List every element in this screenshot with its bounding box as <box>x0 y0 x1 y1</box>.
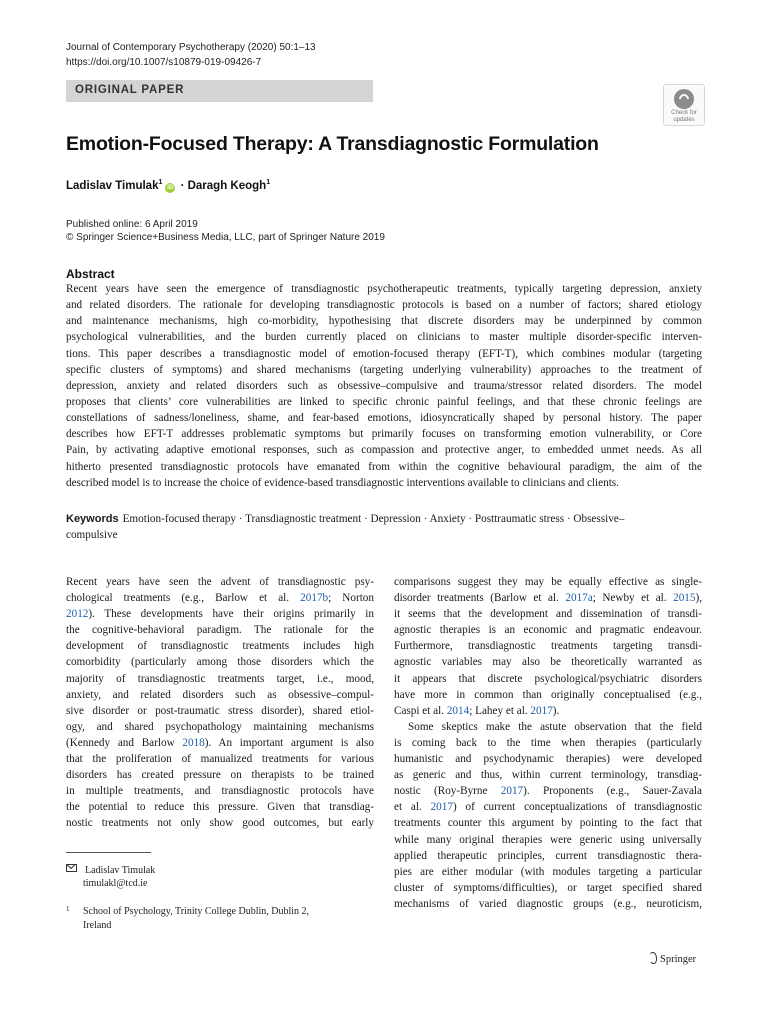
corresponding-author-note <box>66 864 155 890</box>
affiliation-marker: 1 <box>266 179 271 186</box>
body-line: development of transdiagnostic treatments includes high <box>66 640 374 653</box>
abstract-line: Recent years have seen the emergence of transdiagnostic psychotherapeutic treatments, typically targeting depression, anxiety <box>66 283 702 295</box>
keywords-list-continued: compulsive <box>66 529 118 541</box>
contact-name: Ladislav Timulak <box>85 865 156 876</box>
body-line: while many original therapies were generic using universally <box>394 833 702 846</box>
affiliation-marker: 1 <box>158 179 163 186</box>
author-separator: · <box>177 179 188 192</box>
body-line: anxiety, and related disorders such as obsessive–compul- <box>66 688 374 701</box>
abstract-line: proposes that clients’ core vulnerabilities are linked to specific chronic painful feelings, and that these chronic feelings are <box>66 395 702 408</box>
body-line: nostic (Roy-Byrne 2017). Proponents (e.g., Sauer-Zavala <box>394 785 702 798</box>
footnote-divider <box>66 852 151 853</box>
section-label: ORIGINAL PAPER <box>75 84 185 96</box>
keywords-label: Keywords <box>66 513 119 525</box>
abstract-line: hitherto presented transdiagnostic protocols have emanated from within the cognitive behavioural paradigm, the aim of the <box>66 460 702 473</box>
affiliation-number: 1 <box>66 905 70 913</box>
affiliation-note <box>66 902 309 933</box>
springer-horse-icon <box>647 952 657 964</box>
body-line: Recent years have seen the advent of transdiagnostic psy- <box>66 576 374 588</box>
citation-link[interactable]: 2017 <box>530 704 553 717</box>
body-line: the potential to reduce this pressure. Given that transdiag- <box>66 801 374 814</box>
citation-link[interactable]: 2017b <box>300 592 329 605</box>
citation-link[interactable]: 2012 <box>66 608 89 621</box>
body-line: have more in common than originally conceptualised (e.g., <box>394 688 702 701</box>
body-line: chological treatments (e.g., Barlow et al. 2017b; Norton <box>66 592 374 605</box>
body-line: treatments counter this argument by pointing to the fact that <box>394 817 702 830</box>
citation-link[interactable]: 2017 <box>430 801 453 814</box>
body-line: applied therapeutic principles, current transdiagnostic thera- <box>394 849 702 862</box>
check-for-updates-button[interactable] <box>663 84 705 126</box>
citation-link[interactable]: 2015 <box>673 592 696 605</box>
contact-email[interactable]: timulakl@tcd.ie <box>83 878 148 889</box>
citation-link[interactable]: 2014 <box>446 704 470 717</box>
body-line: comparisons suggest they may be equally effective as single- <box>394 576 702 588</box>
body-line: pies are either modular (with modules targeting a particular <box>394 865 702 878</box>
body-line: is coming back to the time when therapies (particularly <box>394 736 702 749</box>
body-column-left <box>66 574 374 832</box>
body-line: it seems that the development and dissemination of transdi- <box>394 608 702 621</box>
journal-citation: Journal of Contemporary Psychotherapy (2020) 50:1–13 <box>66 42 316 53</box>
abstract-line: described model is to increase the choice of evidence-based transdiagnostic interventions available to clinicians and clients. <box>66 476 619 489</box>
publisher-logo <box>647 952 696 965</box>
citation-link[interactable]: 2017 <box>500 785 524 798</box>
section-label-bar <box>66 80 373 102</box>
body-line: humanistic and psychodynamic therapies) were developed <box>394 753 702 766</box>
citation-link[interactable]: 2018 <box>182 736 205 749</box>
body-line: that the proliferation of manualized treatments for various <box>66 753 374 766</box>
abstract-line: specific clusters of symptoms) and shared mechanisms (targeting underlying vulnerability) approaches to the treatment of <box>66 363 702 376</box>
body-line: it appears that discrete psychological/psychiatric disorders <box>394 672 702 685</box>
body-line: the cognitive-behavioral paradigm. The rationale for the <box>66 624 374 637</box>
publisher-name: Springer <box>660 954 697 965</box>
body-line: nostic treatments not only show good outcomes, but early <box>66 817 374 830</box>
keywords-list: Emotion-focused therapy · Transdiagnostic treatment · Depression · Anxiety · Posttraumatic stress · Obsessive– <box>122 513 625 525</box>
author-name[interactable]: Daragh Keogh <box>187 179 267 192</box>
body-line: majority of transdiagnostic treatments target, i.e., mood, <box>66 672 374 685</box>
author-name[interactable]: Ladislav Timulak <box>66 179 159 192</box>
doi-link[interactable]: https://doi.org/10.1007/s10879-019-09426-7 <box>66 57 262 68</box>
citation-link[interactable]: 2017a <box>565 592 593 605</box>
abstract-line: describes how EFT-T addresses problematic symptoms but primarily focuses on transforming emotion vulnerability, or Core <box>66 428 702 441</box>
body-line: agnostic variables may also be theoretically warranted as <box>394 656 702 669</box>
abstract-line: constellations of sadness/loneliness, shame, and fear-based emotions, idiosyncratically shaped by personal history. The paper <box>66 412 702 425</box>
affiliation-text-continued: Ireland <box>83 920 112 931</box>
abstract-line: and maintenance mechanisms, high co-morbidity, hypothesising that discrete disorders may be underpinned by common <box>66 315 702 328</box>
body-line: agnostic therapies is an economic and pragmatic endeavour. <box>394 624 702 637</box>
body-line: mechanisms of varied diagnostic groups (e.g., neuroticism, <box>394 897 702 910</box>
body-line: Furthermore, transdiagnostic treatments targeting transdi- <box>394 640 702 653</box>
body-line: et al. 2017) of current conceptualizations of transdiagnostic <box>394 801 702 814</box>
abstract-line: psychological vulnerabilities, and the burden currently placed on clinicians to master multiple disorder-specific interven- <box>66 331 702 344</box>
abstract-line: depression, anxiety and related disorders such as obsessive–compulsive and trauma/stressor related disorders. The model <box>66 379 702 392</box>
body-line: as generic and thus, within current terminology, transdiag- <box>394 769 702 782</box>
body-line: in multiple treatments, and transdiagnostic protocols have <box>66 785 374 798</box>
orcid-icon[interactable]: iD <box>167 183 174 191</box>
body-line: disorder treatments (Barlow et al. 2017a; Newby et al. 2015), <box>394 592 702 605</box>
abstract-heading: Abstract <box>66 267 115 281</box>
envelope-icon <box>66 864 77 872</box>
body-line: (Kennedy and Barlow 2018). An important argument is also <box>66 736 374 749</box>
body-line: sive disorder or post-traumatic stress disorder), shared etiol- <box>66 704 374 717</box>
body-line: ogy, and shared psychopathology maintaining mechanisms <box>66 720 374 733</box>
body-line: disorders has created pressure on therapists to be trained <box>66 769 374 782</box>
body-line: Some skeptics make the astute observation that the field <box>408 720 702 733</box>
crossmark-icon <box>674 89 694 109</box>
article-title: Emotion-Focused Therapy: A Transdiagnostic Formulation <box>66 133 599 155</box>
affiliation-text: School of Psychology, Trinity College Dublin, Dublin 2, <box>83 906 310 917</box>
body-line: Caspi et al. 2014; Lahey et al. 2017). <box>394 704 560 717</box>
body-column-right <box>394 574 702 912</box>
abstract-line: tions. This paper describes a transdiagnostic model of emotion-focused therapy (EFT-T), which combines modular (targeting <box>66 347 702 360</box>
crossmark-label: Check for updates <box>671 110 697 123</box>
abstract-line: Pain, by activating adaptive emotional responses, such as compassion and protective anger, to embedded unmet needs. As all <box>66 444 702 457</box>
keywords-block <box>66 511 706 543</box>
body-line: cluster of symptoms/difficulties), or target specified shared <box>394 881 702 894</box>
body-line: 2012). These developments have their origins primarily in <box>66 608 374 621</box>
body-line: comorbidity (particularly among those disorders which the <box>66 656 374 669</box>
abstract-text <box>66 281 702 491</box>
journal-header <box>66 40 316 70</box>
publication-info <box>66 218 385 244</box>
copyright-notice: © Springer Science+Business Media, LLC, part of Springer Nature 2019 <box>66 232 385 243</box>
abstract-line: and related disorders. The rationale for developing transdiagnostic protocols is based on a number of factors; shared etiology <box>66 299 702 312</box>
author-list <box>66 179 270 193</box>
published-date: Published online: 6 April 2019 <box>66 219 198 230</box>
